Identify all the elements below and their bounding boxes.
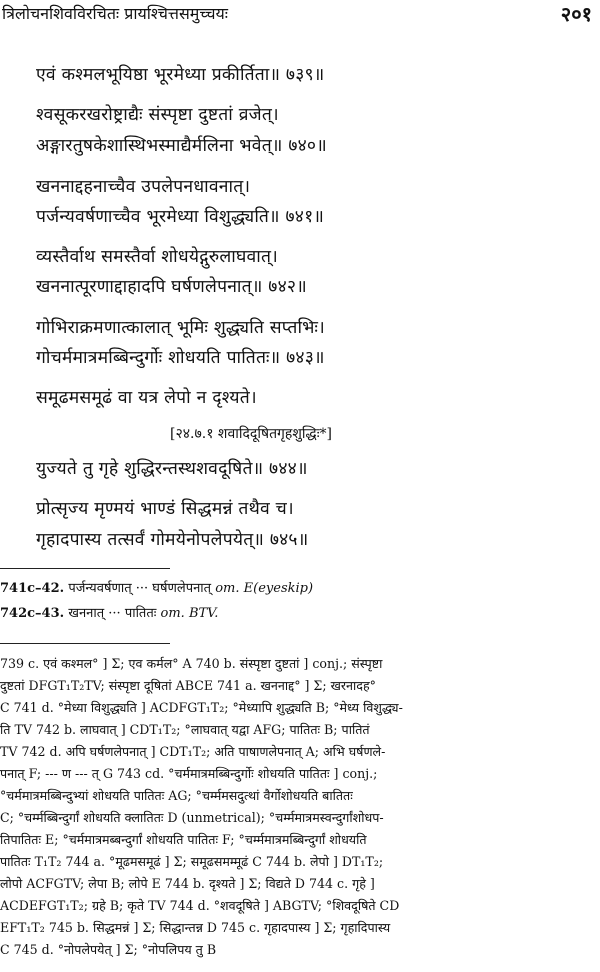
apparatus-line: तिपातितः E; °चर्ममात्रमब्बन्दुर्गां शोधयति पातितः F; °चर्म्ममात्रमब्बिन्दुर्गां शोधयति	[0, 832, 367, 847]
apparatus-line: TV 742 d. अपि घर्षणलेपनात् ] CDT₁T₂; अति पाषाणलेपनात् A; अभि घर्षणले-	[0, 744, 386, 759]
footnote	[0, 605, 218, 623]
footnote-ref: 741c–42.	[0, 581, 65, 596]
apparatus-line: लोपो ACFGTV; लेपा B; लोपे E 744 b. दृश्यते ] Σ; विद्यते D 744 c. गृहे ]	[0, 876, 375, 891]
apparatus-line: °चर्ममात्रमब्बिन्दुभ्यां शोधयति पातितः AG; °चर्म्ममसदुत्थां वैर्गोशोधयति बातितः	[0, 788, 353, 803]
footnote-ref: 742c–43.	[0, 606, 65, 621]
apparatus-line: C 741 d. °मेध्या विशुद्ध्यति ] ACDFGT₁T₂; °मेध्यापि शुद्ध्यति B; °मेध्य विशुद्ध्य-	[0, 700, 403, 715]
apparatus-line: दुष्टतां DFGT₁T₂TV; संस्पृष्टा दूषितां ABCE 741 a. खननाद्द° ] Σ; खरनादह°	[0, 678, 376, 693]
verse-line: गृहादपास्य तत्सर्वं गोमयेनोपलेपयेत्॥ ७४५॥	[36, 530, 309, 550]
footnote-remark: om. E(eyeskip)	[215, 581, 314, 596]
verse-line: प्रोत्सृज्य मृण्मयं भाण्डं सिद्धमन्नं तथैव च।	[36, 499, 294, 519]
verse-line: पर्जन्यवर्षणाच्चैव भूरमेध्या विशुद्ध्यति॥ ७४१॥	[36, 207, 325, 227]
apparatus-line: 739 c. एवं कश्मल° ] Σ; एव कर्मल° A 740 b. संस्पृष्टा दुष्टतां ] conj.; संस्पृष्टा	[0, 656, 383, 671]
verse-line: युज्यते तु गृहे शुद्धिरन्तस्थशवदूषिते॥ ७४४॥	[36, 459, 308, 479]
footnote-lemma: पर्जन्यवर्षणात् ··· घर्षणलेपनात्	[68, 581, 212, 596]
verse-line: गोभिराक्रमणात्कालात् भूमिः शुद्ध्यति सप्तभिः।	[36, 318, 325, 338]
apparatus-line: ति TV 742 b. लाघवात् ] CDT₁T₂; °लाघवात् यद्वा AFG; पातितः B; पातितं	[0, 722, 370, 737]
verse-line: व्यस्तैर्वाथ समस्तैर्वा शोधयेद्गुरुलाघवात्।	[36, 247, 278, 267]
footnote	[0, 580, 313, 598]
verse-line: एवं कश्मलभूयिष्ठा भूरमेध्या प्रकीर्तिता॥ ७३९॥	[36, 65, 325, 85]
section-heading: [२४.७.१ शवादिदूषितगृहशुद्धिः*]	[170, 426, 332, 442]
apparatus-line: पातितः T₁T₂ 744 a. °मूढमसमूढं ] Σ; समूढसमम्मूढं C 744 b. लेपो ] DT₁T₂;	[0, 854, 384, 869]
running-header-title: त्रिलोचनशिवविरचितः प्रायश्चित्तसमुच्चयः	[2, 4, 229, 23]
footnote-remark: om. BTV.	[160, 606, 219, 621]
footnote-divider	[0, 568, 170, 569]
verse-line: समूढमसमूढं वा यत्र लेपो न दृश्यते।	[36, 388, 257, 408]
verse-line: अङ्गारतुषकेशास्थिभस्माद्यैर्मलिना भवेत्॥ ७४०॥	[36, 136, 327, 156]
apparatus-line: ACDEFGT₁T₂; ग्रहे B; कृते TV 744 d. °शवदूषिते ] ABGTV; °शिवदूषिते CD	[0, 898, 400, 913]
footnote-lemma: खननात् ··· पातितः	[68, 606, 157, 621]
verse-line: खननाद्दहनाच्चैव उपलेपनधावनात्।	[36, 177, 251, 197]
apparatus-line: C 745 d. °नोपलेपयेत् ] Σ; °नोपलिपय तु B	[0, 942, 217, 957]
apparatus-divider	[0, 643, 170, 644]
apparatus-line: पनात् F; --- ण --- त् G 743 cd. °चर्ममात्रमब्बिन्दुर्गोः शोधयति पातितः ] conj.;	[0, 766, 378, 781]
apparatus-line: C; °चर्म्मब्बिन्दुर्गां शोधयति क्लातितः D (unmetrical); °चर्म्ममात्रमस्वन्दुर्गांशोधप-	[0, 810, 384, 825]
verse-line: गोचर्ममात्रमब्बिन्दुर्गोः शोधयति पातितः॥ ७४३॥	[36, 348, 325, 368]
verse-line: खननात्पूरणाद्दाहादपि घर्षणलेपनात्॥ ७४२॥	[36, 277, 307, 297]
apparatus-line: EFT₁T₂ 745 b. सिद्धमन्नं ] Σ; सिद्धान्तन्न D 745 c. गृहादपास्य ] Σ; गृहादिपास्य	[0, 920, 391, 935]
verse-line: श्वसूकरखरोष्ट्राद्यैः संस्पृष्टा दुष्टतां व्रजेत्।	[36, 105, 279, 125]
page-number: २०१	[560, 2, 592, 26]
